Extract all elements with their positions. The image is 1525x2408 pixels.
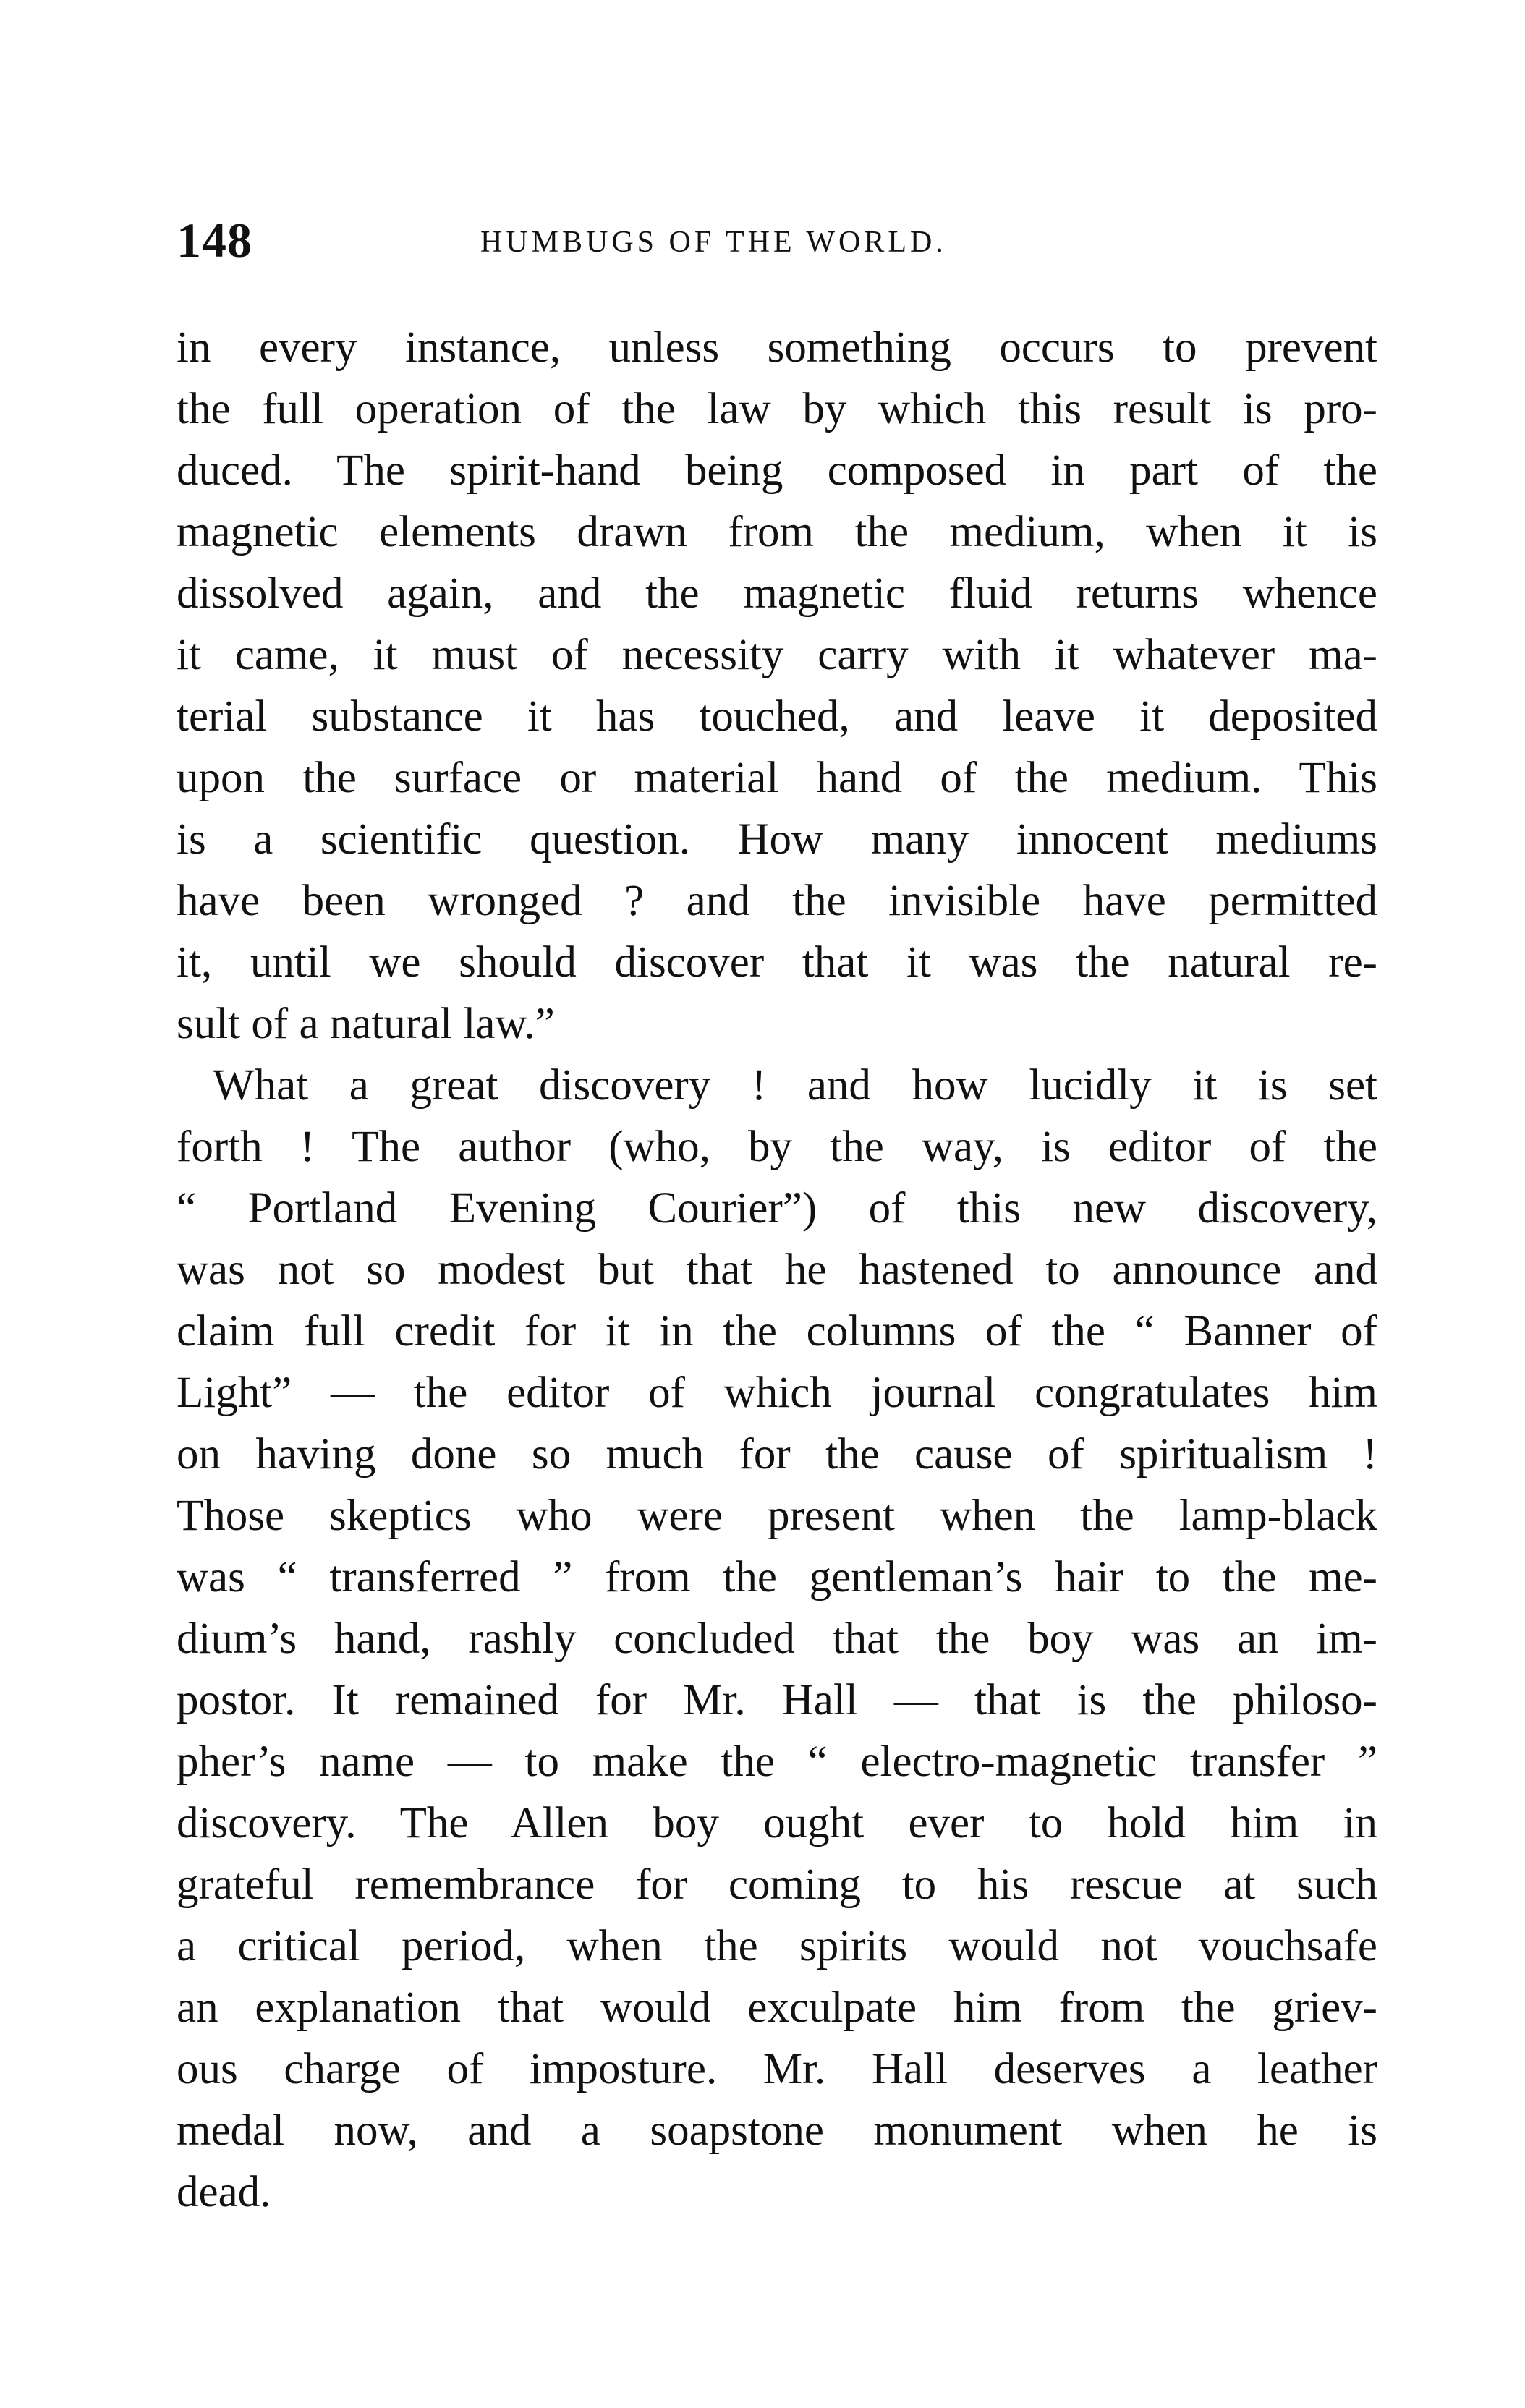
text-line: was not so modest but that he hastened to announce and: [177, 1246, 1377, 1294]
text-line: duced. The spirit-hand being composed in part of the: [177, 446, 1377, 495]
text-line: dissolved again, and the magnetic fluid returns whence: [177, 569, 1377, 618]
text-line: a critical period, when the spirits would not vouchsafe: [177, 1922, 1377, 1970]
text-line: it came, it must of necessity carry with it whatever ma-: [177, 631, 1377, 679]
text-line: Light” — the editor of which journal congratulates him: [177, 1369, 1377, 1417]
text-line: “ Portland Evening Courier”) of this new discovery,: [177, 1184, 1377, 1233]
text-line: Those skeptics who were present when the lamp-black: [177, 1492, 1377, 1540]
text-line: magnetic elements drawn from the medium, when it is: [177, 508, 1377, 556]
text-line: on having done so much for the cause of spiritualism !: [177, 1430, 1377, 1479]
text-line: terial substance it has touched, and leave it deposited: [177, 692, 1377, 741]
page-number: 148: [177, 213, 252, 268]
text-line: What a great discovery ! and how lucidly it is set: [213, 1061, 1377, 1110]
text-line: postor. It remained for Mr. Hall — that is the philoso-: [177, 1676, 1377, 1724]
paragraph: [177, 1055, 1377, 2223]
text-line: medal now, and a soapstone monument when he is: [177, 2106, 1377, 2155]
text-line: discovery. The Allen boy ought ever to hold him in: [177, 1799, 1377, 1847]
page-header: [177, 211, 1377, 269]
text-line: upon the surface or material hand of the medium. This: [177, 754, 1377, 802]
text-line: dium’s hand, rashly concluded that the boy was an im-: [177, 1614, 1377, 1663]
text-line: ous charge of imposture. Mr. Hall deserves a leather: [177, 2045, 1377, 2093]
text-line: was “ transferred ” from the gentleman’s hair to the me-: [177, 1553, 1377, 1601]
text-line: claim full credit for it in the columns of the “ Banner of: [177, 1307, 1377, 1356]
running-title: HUMBUGS OF THE WORLD.: [480, 226, 947, 259]
text-line: an explanation that would exculpate him from the griev-: [177, 1983, 1377, 2032]
body-text: [177, 317, 1377, 2223]
text-line: the full operation of the law by which this result is pro-: [177, 385, 1377, 433]
text-line: sult of a natural law.”: [177, 1000, 555, 1048]
text-line: dead.: [177, 2168, 271, 2216]
text-line: grateful remembrance for coming to his rescue at such: [177, 1860, 1377, 1909]
text-line: it, until we should discover that it was the natural re-: [177, 938, 1377, 987]
text-line: is a scientific question. How many innocent mediums: [177, 815, 1377, 864]
text-line: have been wronged ? and the invisible have permitted: [177, 877, 1377, 925]
text-line: pher’s name — to make the “ electro-magnetic transfer ”: [177, 1737, 1377, 1786]
text-line: in every instance, unless something occurs to prevent: [177, 323, 1377, 372]
text-line: forth ! The author (who, by the way, is editor of the: [177, 1123, 1377, 1171]
paragraph: [177, 317, 1377, 1055]
